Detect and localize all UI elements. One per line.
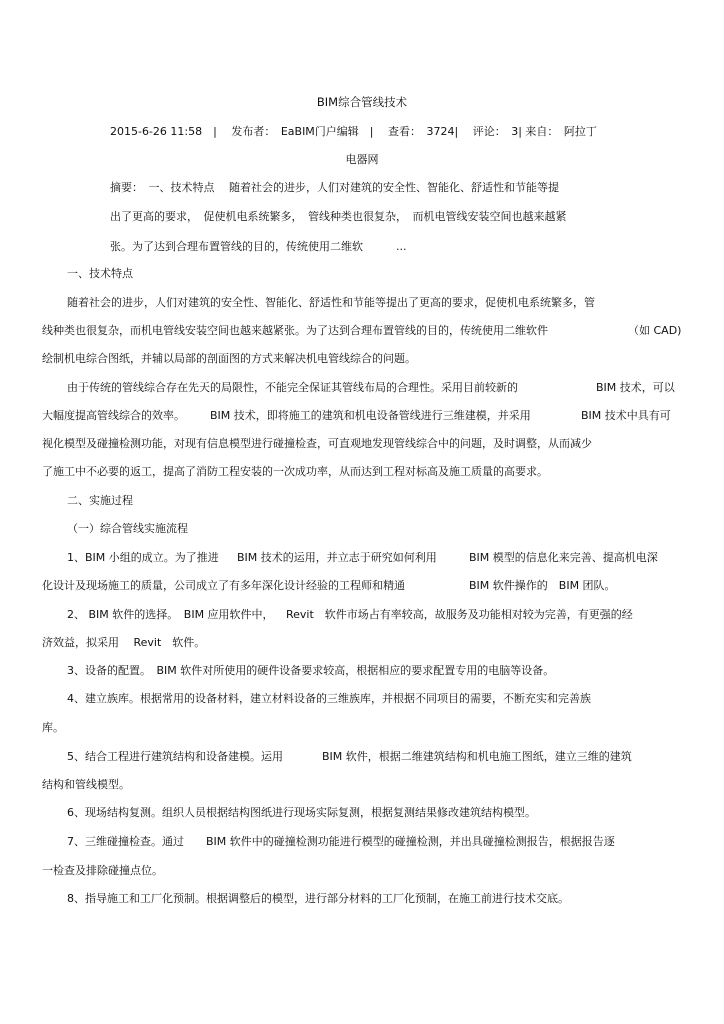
list-item-line: 2、 BIM 软件的选择。 BIM 应用软件中，	[67, 608, 274, 621]
list-item-line: 库。	[42, 721, 64, 734]
paragraph-line: 视化模型及碰撞检测功能，对现有信息模型进行碰撞检查，可直观地发现管线综合中的问题，及时调整，从而减少	[42, 437, 592, 450]
list-item-line: 1、BIM 小组的成立。为了推进	[67, 551, 219, 564]
list-item-line: 4、建立族库。根据常用的设备材料，建立材料设备的三维族库，并根据不同项目的需要，不断充实和完善族	[67, 692, 591, 705]
section-heading-1: 一、技术特点	[67, 267, 133, 280]
paragraph-line: BIM 技术中具有可	[581, 409, 671, 422]
list-item-line: 5、结合工程进行建筑结构和设备建模。运用	[67, 750, 283, 763]
paragraph-line: 由于传统的管线综合存在先天的局限性，不能完全保证其管线布局的合理性。采用目前较新的	[67, 381, 518, 394]
section-heading-2: 二、实施过程	[67, 494, 133, 507]
list-item-line: BIM 技术的运用，并立志于研究如何利用	[237, 551, 437, 564]
list-item-line: BIM 软件操作的 BIM 团队。	[469, 579, 616, 592]
paragraph-line: （如 CAD)	[628, 324, 682, 337]
paragraph-line: 线种类也很复杂，而机电管线安装空间也越来越紧张。为了达到合理布置管线的目的，传统使用二维软件	[42, 324, 548, 337]
meta-line-2: 电器网	[345, 153, 379, 166]
list-item-line: 7、三维碰撞检查。通过	[67, 835, 184, 848]
paragraph-line: BIM 技术，可以	[596, 381, 675, 394]
list-item-line: BIM 软件中的碰撞检测功能进行模型的碰撞检测，并出具碰撞检测报告，根据报告逐	[206, 835, 615, 848]
list-item-line: 化设计及现场施工的质量，公司成立了有多年深化设计经验的工程师和精通	[42, 579, 405, 592]
list-item-line: 8、指导施工和工厂化预制。根据调整后的模型，进行部分材料的工厂化预制，在施工前进行技术交底。	[67, 892, 569, 905]
page-title: BIM综合管线技术	[316, 95, 408, 109]
list-item-line: 结构和管线模型。	[42, 778, 130, 791]
list-item-line: BIM 模型的信息化来完善、提高机电深	[469, 551, 658, 564]
list-item-line: BIM 软件，根据二维建筑结构和机电施工图纸，建立三维的建筑	[322, 750, 632, 763]
abstract-line-2: 出了更高的要求， 促使机电系统繁多， 管线种类也很复杂， 而机电管线安装空间也越来越紧	[110, 210, 567, 223]
paragraph-line: 了施工中不必要的返工，提高了消防工程安装的一次成功率，从而达到工程对标高及施工质量的高要求。	[42, 465, 548, 478]
subsection-heading: （一）综合管线实施流程	[67, 522, 188, 535]
paragraph-line: 大幅度提高管线综合的效率。	[42, 409, 185, 422]
list-item-line: Revit 软件市场占有率较高，故服务及功能相对较为完善，有更强的经	[286, 608, 633, 621]
abstract-line-3: 张。为了达到合理布置管线的目的，传统使用二维软 ...	[110, 240, 407, 253]
list-item-line: 一检查及排除碰撞点位。	[42, 864, 163, 877]
meta-line-1: 2015-6-26 11:58 | 发布者： EaBIM门户编辑 | 查看： 3724| 评论： 3| 来自： 阿拉丁	[110, 125, 597, 138]
paragraph-line: 绘制机电综合图纸，并辅以局部的剖面图的方式来解决机电管线综合的问题。	[42, 352, 416, 365]
abstract-line-1: 摘要： 一、技术特点 随着社会的进步，人们对建筑的安全性、智能化、舒适性和节能等提	[110, 181, 559, 194]
paragraph-line: BIM 技术，即将施工的建筑和机电设备管线进行三维建模，并采用	[210, 409, 531, 422]
list-item-line: 6、现场结构复测。组织人员根据结构图纸进行现场实际复测，根据复测结果修改建筑结构模型。	[67, 806, 536, 819]
list-item-line: 济效益，拟采用 Revit 软件。	[42, 636, 206, 649]
list-item-line: 3、设备的配置。 BIM 软件对所使用的硬件设备要求较高，根据相应的要求配置专用的电脑等设备。	[67, 664, 555, 677]
paragraph-line: 随着社会的进步，人们对建筑的安全性、智能化、舒适性和节能等提出了更高的要求，促使机电系统繁多，管	[67, 296, 595, 309]
